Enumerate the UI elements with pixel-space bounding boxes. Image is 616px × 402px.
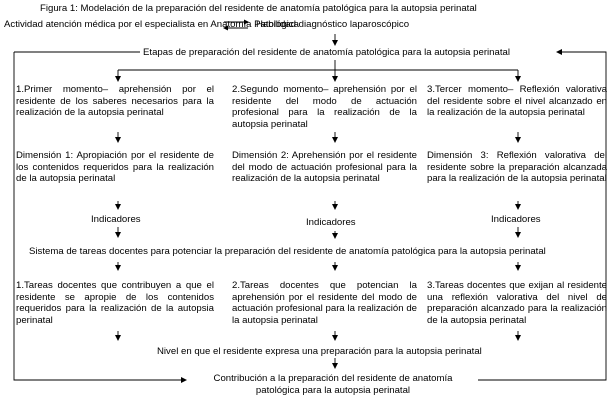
indicators-2: Indicadores xyxy=(306,217,356,228)
arrow-d3-i3 xyxy=(515,204,521,210)
stages-header: Etapas de preparación del residente de anatomía patológica para la autopsia perinatal xyxy=(143,47,510,58)
arrow-to-stages-head xyxy=(332,40,338,46)
contribution-line-1: Contribución a la preparación del residente de anatomía xyxy=(213,373,453,384)
arrow-t2-level xyxy=(332,335,338,341)
task-3: 3.Tareas docentes que exijan al residente una reflexión valorativa del nivel de preparación alcanzado para la realización de la autopsia perinatal xyxy=(427,280,607,326)
arrow-t3-level xyxy=(515,335,521,341)
tasks-header: Sistema de tareas docentes para potenciar la preparación del residente de anatomía patológica para la autopsia perinatal xyxy=(29,246,546,257)
task-1: 1.Tareas docentes que contribuyen a que el residente se apropie de los contenidos requeridos para la realización de la autopsia perinatal xyxy=(16,280,214,326)
indicators-3: Indicadores xyxy=(491,214,541,225)
indicators-1: Indicadores xyxy=(91,214,141,225)
arrow-level-contrib xyxy=(332,363,338,369)
arrow-sys-t3 xyxy=(515,265,521,271)
branch-right-head xyxy=(515,76,521,82)
arrow-sys-t2 xyxy=(332,265,338,271)
level-text: Nivel en que el residente expresa una preparación para la autopsia perinatal xyxy=(157,346,482,357)
arrow-d1-i1 xyxy=(115,204,121,210)
arrow-d2-i2 xyxy=(332,204,338,210)
skill-label: Habilidad diagnóstico laparoscópico xyxy=(256,19,410,30)
arrow-t1-level xyxy=(115,335,121,341)
task-2: 2.Tareas docentes que potencian la aprehensión por el residente del modo de actuación profesional para la realización de la autopsia perinatal xyxy=(232,280,417,326)
figure-title: Figura 1: Modelación de la preparación del residente de anatomía patológica para la autopsia perinatal xyxy=(40,3,477,14)
left-feedback-head xyxy=(181,377,187,383)
contribution-line-2: patológica para la autopsia perinatal xyxy=(255,385,411,396)
arrow-i1-sys xyxy=(115,232,121,238)
dimension-2: Dimensión 2: Aprehensión por el residente del modo de actuación profesional para la realización de la autopsia perinatal xyxy=(232,150,417,185)
arrow-m3-d3 xyxy=(515,137,521,143)
right-feedback-head xyxy=(556,49,562,55)
arrow-m2-d2 xyxy=(332,137,338,143)
dimension-1: Dimensión 1: Apropiación por el residente de los contenidos requeridos para la realización de la autopsia perinatal xyxy=(16,150,214,185)
arrow-m1-d1 xyxy=(115,137,121,143)
arrow-sys-t1 xyxy=(115,265,121,271)
moment-1: 1.Primer momento– aprehensión por el residente de los saberes necesarios para la realización de la autopsia perinatal xyxy=(16,84,214,119)
arrow-i2-sys xyxy=(332,233,338,239)
activity-label: Actividad atención médica por el especialista en Anatomía Patológica xyxy=(4,19,299,30)
arrow-i3-sys xyxy=(515,232,521,238)
dimension-3: Dimensión 3: Reflexión valorativa del residente sobre la preparación alcanzada para la realización de la autopsia perinatal xyxy=(427,150,607,185)
moment-2: 2.Segundo momento– aprehensión por el residente del modo de actuación profesional para la realización de la autopsia perinatal xyxy=(232,84,417,130)
branch-mid-head xyxy=(332,76,338,82)
branch-left-head xyxy=(115,76,121,82)
moment-3: 3.Tercer momento– Reflexión valorativa del residente sobre el nivel alcanzado en la realización de la autopsia perinatal xyxy=(427,84,607,119)
